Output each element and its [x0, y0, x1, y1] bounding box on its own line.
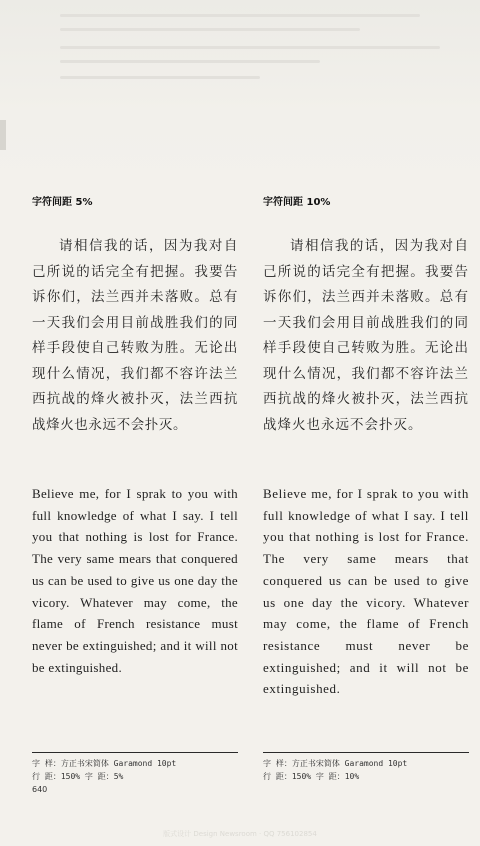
spec-spacing-line: 行 距：150% 字 距：10% — [263, 772, 360, 781]
spec-caption — [263, 752, 469, 783]
column-heading: 字符间距 10% — [263, 197, 331, 208]
chinese-sample-paragraph: 请相信我的话，因为我对自己所说的话完全有把握。我要告诉你们，法兰西并未落败。总有一天我们会用目前战胜我们的同样手段使自己转败为胜。无论出现什么情况，我们都不容许法兰西抗战的烽火被扑灭，法兰西抗战烽火也永远不会扑灭。 — [263, 238, 469, 433]
english-sample-paragraph: Believe me, for I sprak to you with full knowledge of what I say. I tell you that nothing is lost for France. The very same mears that conquered us can be used to give us one day the vicory. Whatever may come, the flame of French resistance must never be extinguished; and it will not be extinguished. — [263, 486, 469, 697]
binding-shadow — [0, 120, 6, 150]
spec-font-line: 字 样：方正书宋简体 Garamond 10pt — [32, 759, 177, 768]
page-number: 640 — [32, 785, 48, 794]
spec-caption — [32, 752, 238, 783]
column-5-percent — [32, 196, 238, 781]
column-10-percent — [263, 196, 469, 781]
watermark: 版式设计 Design Newsroom · QQ 756102854 — [163, 830, 317, 838]
spec-font-line: 字 样：方正书宋简体 Garamond 10pt — [263, 759, 408, 768]
column-heading: 字符间距 5% — [32, 197, 93, 208]
spec-spacing-line: 行 距：150% 字 距：5% — [32, 772, 124, 781]
show-through-background — [0, 0, 480, 190]
chinese-sample-paragraph: 请相信我的话，因为我对自己所说的话完全有把握。我要告诉你们，法兰西并未落败。总有一天我们会用目前战胜我们的同样手段使自己转败为胜。无论出现什么情况，我们都不容许法兰西抗战的烽火被扑灭，法兰西抗战烽火也永远不会扑灭。 — [32, 238, 238, 433]
english-sample-paragraph: Believe me, for I sprak to you with full knowledge of what I say. I tell you that nothing is lost for France. The very same mears that conquered us can be used to give us one day the vicory. Whatever may come, the flame of French resistance must never be extinguished; and it will not be extinguished. — [32, 486, 238, 675]
